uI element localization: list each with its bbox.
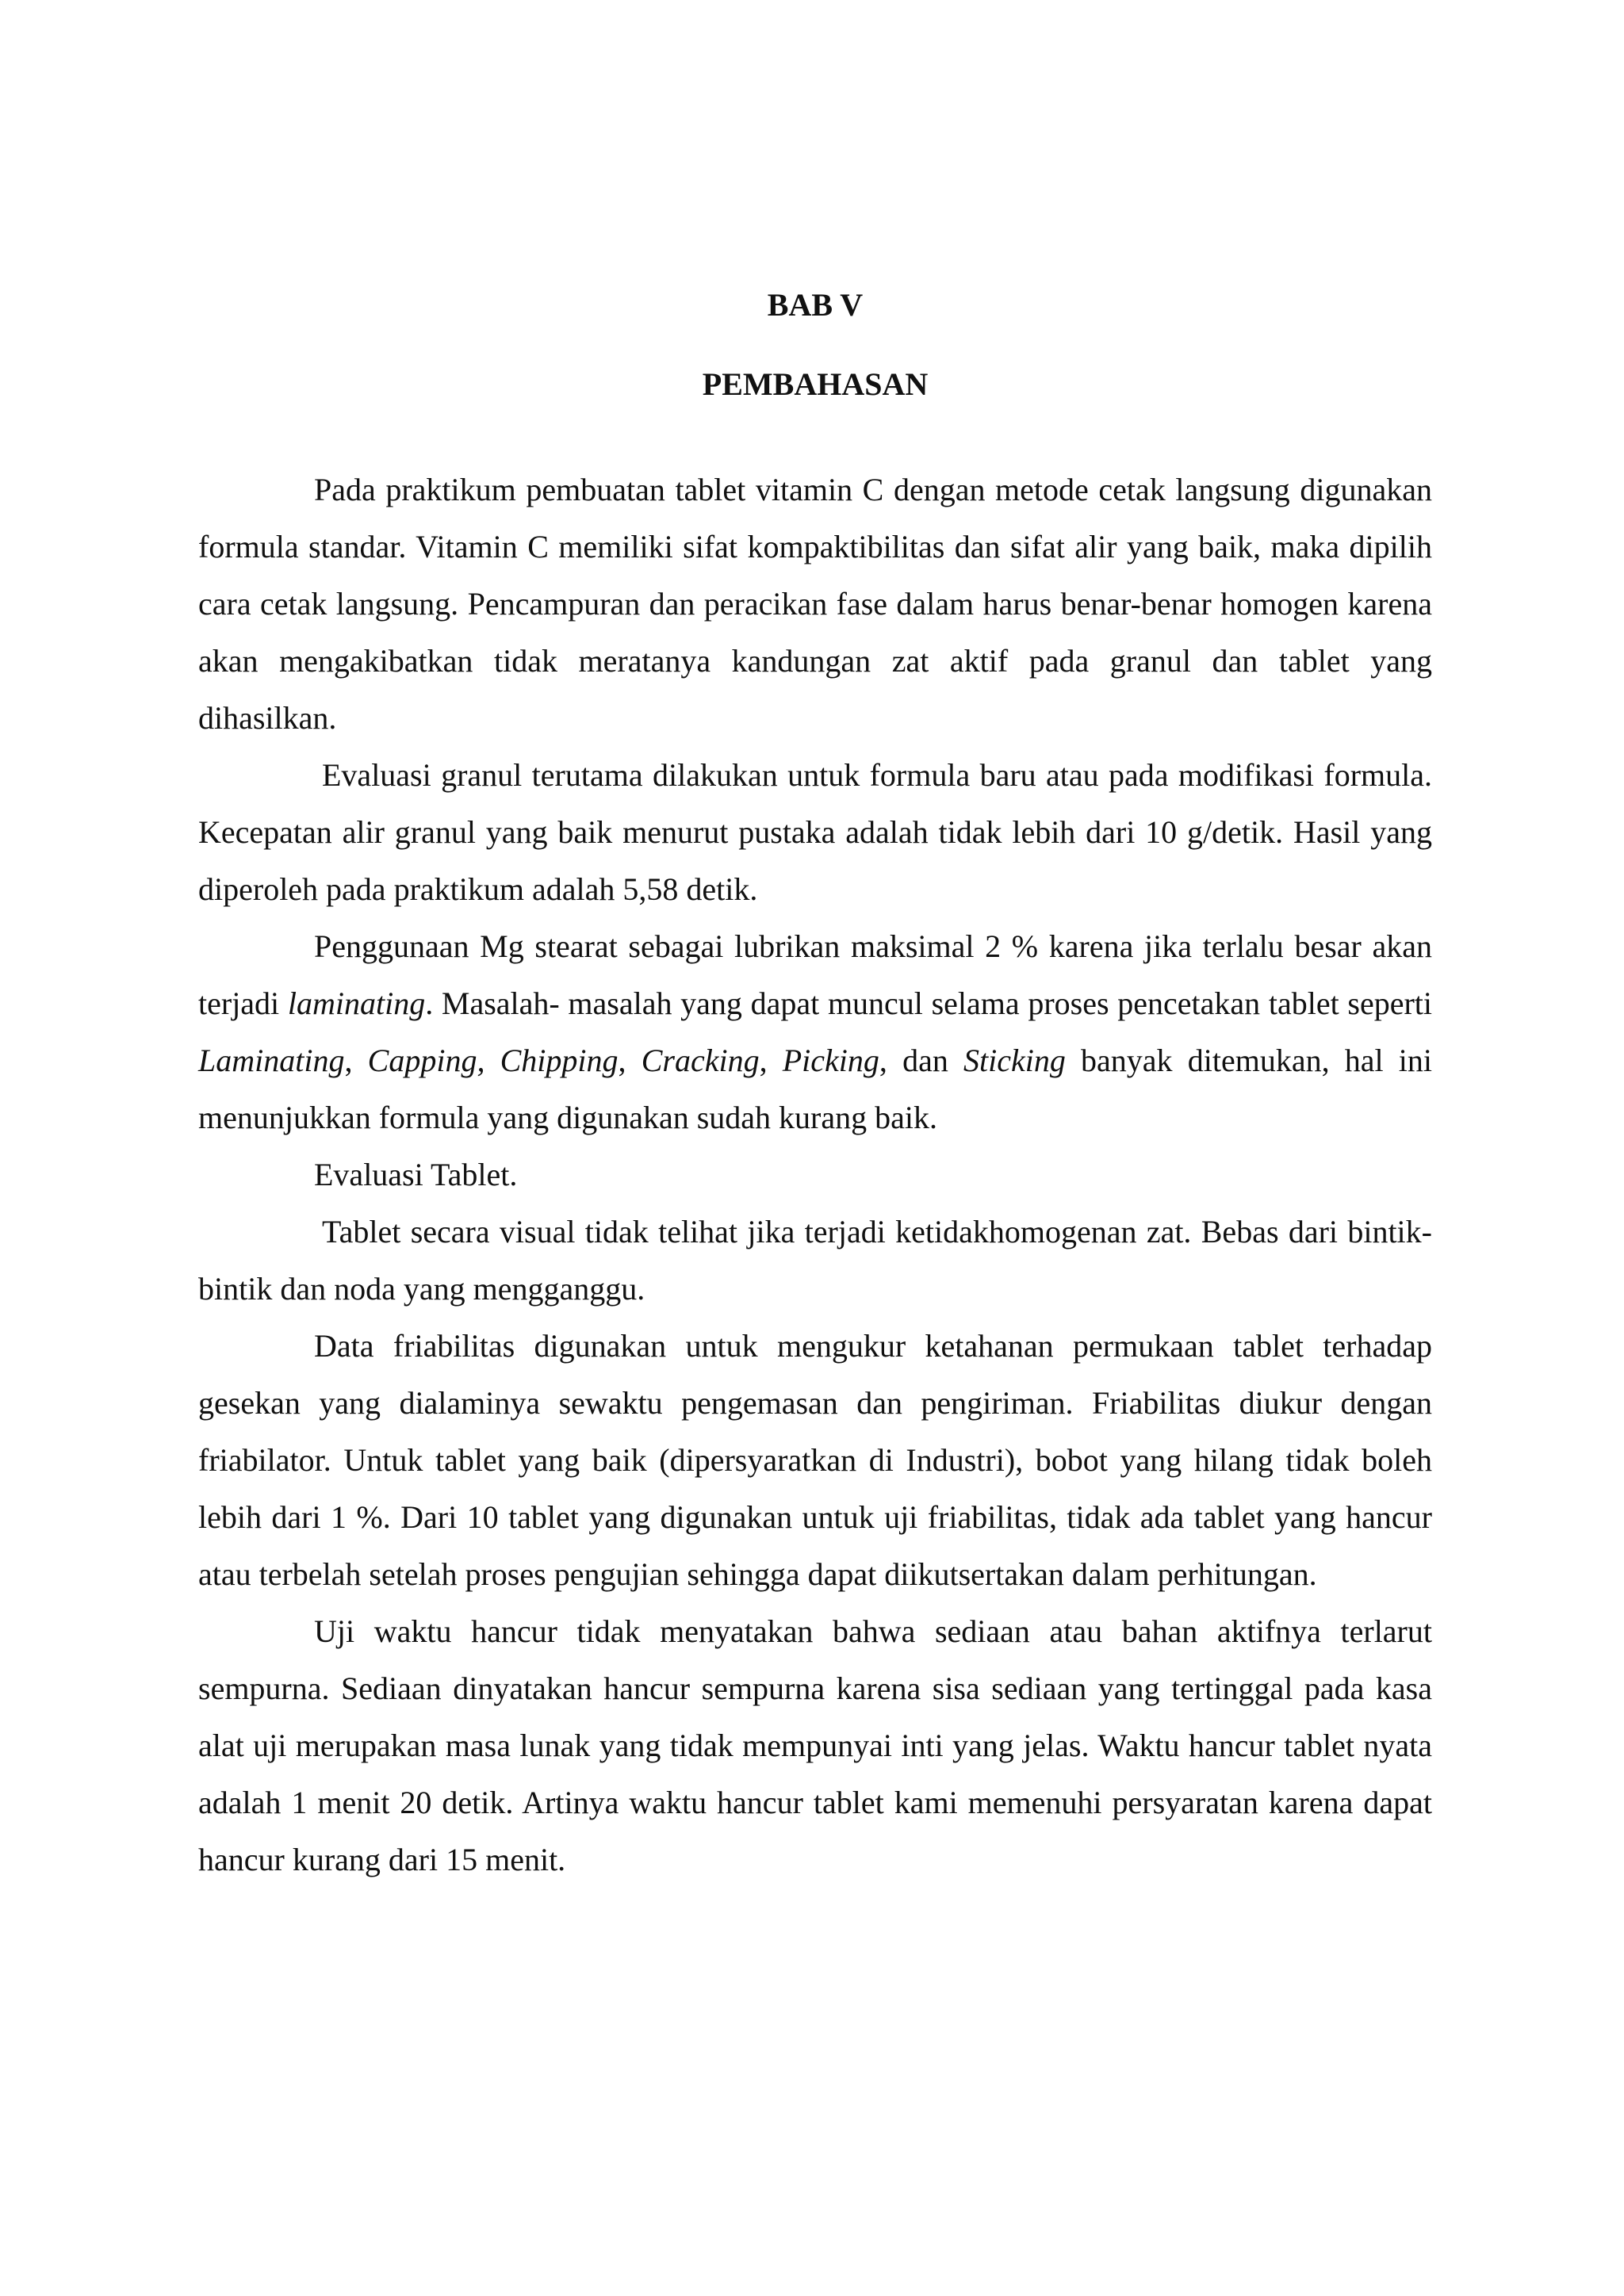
paragraph-3-text-7: banyak ditemukan, hal ini menunjukkan formula yang digunakan sudah kurang baik. (198, 1043, 1432, 1135)
document-page (198, 287, 1432, 1888)
paragraph-7: Uji waktu hancur tidak menyatakan bahwa sediaan atau bahan aktifnya terlarut sempurna. Sediaan dinyatakan hancur sempurna karena sisa sediaan yang tertinggal pada kasa alat uji merupakan masa lunak yang tidak mempunyai inti yang jelas. Waktu hancur tablet nyata adalah 1 menit 20 detik. Artinya waktu hancur tablet kami memenuhi persyaratan karena dapat hancur kurang dari 15 menit. (198, 1613, 1432, 1877)
paragraph-3 (198, 918, 1432, 1146)
paragraph-3-text-4: , (618, 1043, 642, 1078)
paragraph-3-text-1: Penggunaan Mg stearat sebagai lubrikan maksimal 2 % karena jika terlalu besar akan terjadi (198, 928, 1432, 1021)
chapter-title: PEMBAHASAN (702, 366, 929, 402)
italic-term-laminating-2: Laminating (198, 1043, 345, 1078)
italic-term-picking: Picking (782, 1043, 879, 1078)
paragraph-6: Data friabilitas digunakan untuk mengukur ketahanan permukaan tablet terhadap gesekan yang dialaminya sewaktu pengemasan dan pengiriman. Friabilitas diukur dengan friabilator. Untuk tablet yang baik (dipersyaratkan di Industri), bobot yang hilang tidak boleh lebih dari 1 %. Dari 10 tablet yang digunakan untuk uji friabilitas, tidak ada tablet yang hancur atau terbelah setelah proses pengujian sehingga dapat diikutsertakan dalam perhitungan. (198, 1328, 1432, 1592)
paragraph-3-text-5: , (759, 1043, 783, 1078)
italic-term-cracking: Cracking (641, 1043, 760, 1078)
paragraph-1: Pada praktikum pembuatan tablet vitamin C dengan metode cetak langsung digunakan formula standar. Vitamin C memiliki sifat kompaktibilitas dan sifat alir yang baik, maka dipilih cara cetak langsung. Pencampuran dan peracikan fase dalam harus benar-benar homogen karena akan mengakibatkan tidak meratanya kandungan zat aktif pada granul dan tablet yang dihasilkan. (198, 472, 1432, 736)
paragraph-4-subheading: Evaluasi Tablet. (314, 1157, 518, 1192)
chapter-heading: BAB V (767, 287, 864, 323)
italic-term-capping-chipping: Capping, Chipping (367, 1043, 619, 1078)
paragraph-2: Evaluasi granul terutama dilakukan untuk formula baru atau pada modifikasi formula. Kecepatan alir granul yang baik menurut pustaka adalah tidak lebih dari 10 g/detik. Hasil yang diperoleh pada praktikum adalah 5,58 detik. (198, 757, 1432, 907)
italic-term-laminating: laminating (287, 985, 426, 1021)
paragraph-5: Tablet secara visual tidak telihat jika terjadi ketidakhomogenan zat. Bebas dari bintik-bintik dan noda yang mengganggu. (198, 1214, 1432, 1307)
paragraph-3-text-3: , (344, 1043, 368, 1078)
paragraph-3-text-2: . Masalah- masalah yang dapat muncul selama proses pencetakan tablet seperti (425, 985, 1433, 1021)
paragraph-3-text-6: , dan (879, 1043, 964, 1078)
italic-term-sticking: Sticking (963, 1043, 1066, 1078)
